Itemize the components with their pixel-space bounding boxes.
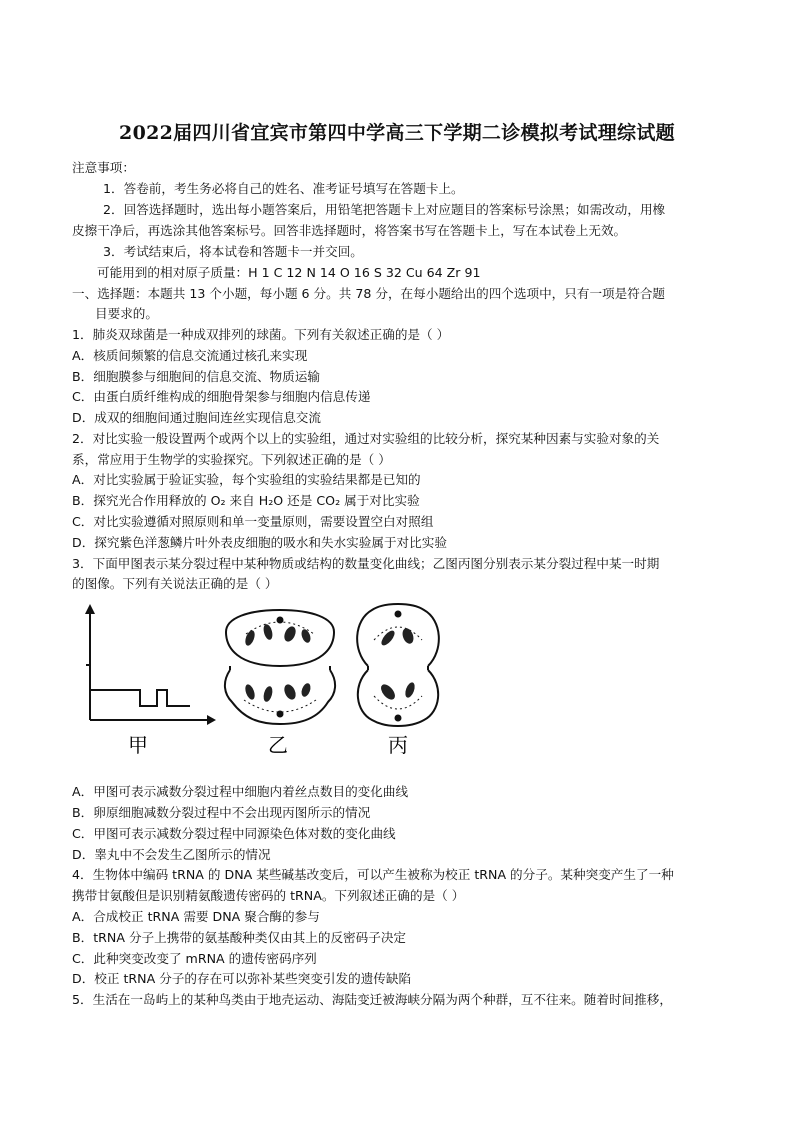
chromosomes-bing-lower	[378, 681, 416, 702]
q3-figure-svg	[72, 600, 452, 760]
q4-stem: 4．生物体中编码 tRNA 的 DNA 某些碱基改变后，可以产生被称为校正 tRNA 的分子。某种突变产生了一种	[72, 867, 674, 882]
notice-item: 1．答卷前，考生务必将自己的姓名、准考证号填写在答题卡上。	[103, 181, 464, 196]
q4-option-d: D．校正 tRNA 分子的存在可以弥补某些突变引发的遗传缺陷	[72, 971, 412, 986]
q4-option-b: B．tRNA 分子上携带的氨基酸种类仅由其上的反密码子决定	[72, 930, 407, 945]
centriole	[396, 716, 401, 721]
chromosomes-yi-upper	[244, 623, 313, 647]
q4-stem-cont: 携带甘氨酸但是识别精氨酸遗传密码的 tRNA。下列叙述正确的是（ ）	[72, 888, 465, 903]
section-heading-cont: 目要求的。	[95, 306, 158, 321]
centriole	[396, 612, 401, 617]
notice-item: 皮擦干净后，再选涂其他答案标号。回答非选择题时，将答案书写在答题卡上，写在本试卷上无效。	[72, 223, 627, 238]
q1-option-b: B．细胞膜参与细胞间的信息交流、物质运输	[72, 369, 320, 384]
q5-stem: 5．生活在一岛屿上的某种鸟类由于地壳运动、海陆变迁被海峡分隔为两个种群，互不往来。随着时间推移，	[72, 992, 672, 1007]
q4-option-a: A．合成校正 tRNA 需要 DNA 聚合酶的参与	[72, 909, 320, 924]
figure-label-bing: 丙	[388, 733, 408, 757]
section-heading: 一、选择题：本题共 13 个小题，每小题 6 分。共 78 分，在每小题给出的四个选项中，只有一项是符合题	[72, 286, 666, 301]
x-axis-arrow	[207, 715, 216, 725]
chromosomes-yi-lower	[244, 682, 313, 703]
figure-label-jia: 甲	[128, 733, 148, 757]
q3-stem: 3．下面甲图表示某分裂过程中某种物质或结构的数量变化曲线；乙图丙图分别表示某分裂过程中某一时期	[72, 556, 660, 571]
q1-stem: 1．肺炎双球菌是一种成双排列的球菌。下列有关叙述正确的是（ ）	[72, 327, 450, 342]
q1-option-c: C．由蛋白质纤维构成的细胞骨架参与细胞内信息传递	[72, 389, 371, 404]
q3-option-d: D．睾丸中不会发生乙图所示的情况	[72, 847, 271, 862]
q2-option-d: D．探究紫色洋葱鳞片叶外表皮细胞的吸水和失水实验属于对比实验	[72, 535, 447, 550]
q2-option-b: B．探究光合作用释放的 O₂ 来自 H₂O 还是 CO₂ 属于对比实验	[72, 493, 420, 508]
q3-option-c: C．甲图可表示减数分裂过程中同源染色体对数的变化曲线	[72, 826, 396, 841]
notice-item: 3．考试结束后，将本试卷和答题卡一并交回。	[103, 244, 363, 259]
q3-stem-cont: 的图像。下列有关说法正确的是（ ）	[72, 576, 278, 591]
centriole	[278, 712, 283, 717]
q2-option-c: C．对比实验遵循对照原则和单一变量原则，需要设置空白对照组	[72, 514, 434, 529]
exam-title: 2022届四川省宜宾市第四中学高三下学期二诊模拟考试理综试题	[119, 122, 675, 144]
q1-option-d: D．成双的细胞间通过胞间连丝实现信息交流	[72, 410, 321, 425]
notice-heading: 注意事项：	[72, 160, 135, 175]
q4-option-c: C．此种突变改变了 mRNA 的遗传密码序列	[72, 951, 317, 966]
q1-option-a: A．核质间频繁的信息交流通过核孔来实现	[72, 348, 308, 363]
figure-label-yi: 乙	[268, 733, 288, 757]
q2-option-a: A．对比实验属于验证实验，每个实验组的实验结果都是已知的	[72, 472, 421, 487]
step-curve	[90, 690, 190, 706]
q3-option-a: A．甲图可表示减数分裂过程中细胞内着丝点数目的变化曲线	[72, 784, 409, 799]
atomic-mass-line: 可能用到的相对原子质量：H 1 C 12 N 14 O 16 S 32 Cu 64 Zr 91	[97, 265, 481, 280]
notice-item: 2．回答选择题时，选出每小题答案后，用铅笔把答题卡上对应题目的答案标号涂黑；如需改动，用橡	[103, 202, 666, 217]
cell-yi	[225, 610, 335, 724]
q3-figure	[72, 600, 452, 760]
q2-stem: 2．对比实验一般设置两个或两个以上的实验组，通过对实验组的比较分析，探究某种因素与实验对象的关	[72, 431, 660, 446]
cell-bing	[357, 604, 439, 726]
q3-option-b: B．卵原细胞减数分裂过程中不会出现丙图所示的情况	[72, 805, 371, 820]
graph-jia	[85, 604, 216, 725]
centriole	[278, 618, 283, 623]
y-axis-arrow	[85, 604, 95, 614]
q2-stem-cont: 系，常应用于生物学的实验探究。下列叙述正确的是（ ）	[72, 452, 391, 467]
